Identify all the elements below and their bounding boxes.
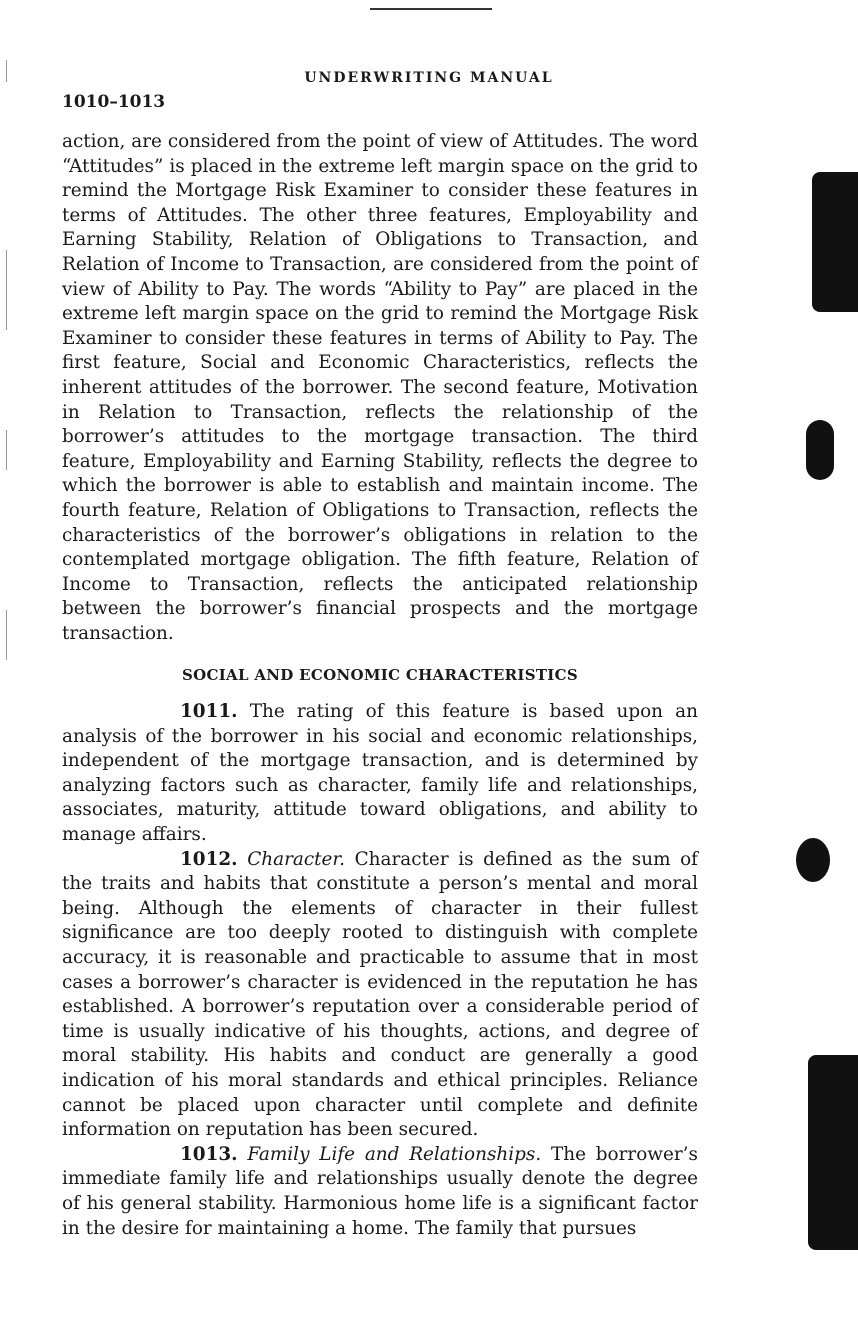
- paragraph-number: 1011.: [180, 701, 238, 723]
- paragraph-text: Character is defined as the sum of the traits and habits that constitute a person’s mental and moral being. Although the elements of character in their fullest significance are too deeply rooted to distinguish with complete accuracy, it is reasonable and practicable to assume that in most cases a borrower’s character is evidenced in the reputation he has established. A borrower’s reputation over a considerable period of time is usually indicative of his thoughts, actions, and degree of moral stability. His habits and conduct are generally a good indication of his moral standards and ethical principles. Reliance cannot be placed upon character until complete and definite information on reputation has been secured.: [62, 848, 698, 1141]
- margin-line: [6, 610, 7, 660]
- paragraph-title: Character.: [247, 848, 346, 870]
- paragraph-text: The borrower’s immediate family life and relationships usually denote the degree of his general stability. Harmonious home life is a significant factor in the desire for maintaining a home. The family that pursues: [62, 1143, 698, 1239]
- paragraph-text: The rating of this feature is based upon an analysis of the borrower in his social and economic relationships, independent of the mortgage transaction, and is determined by analyzing factors such as character, family life and relationships, associates, maturity, attitude toward obligations, and ability to manage affairs.: [62, 701, 698, 846]
- paragraph-1011: [62, 700, 698, 848]
- margin-line: [6, 430, 7, 470]
- section-range: 1010–1013: [62, 92, 166, 112]
- paragraph-number: 1012.: [180, 848, 238, 870]
- scan-tab-top: [812, 172, 858, 312]
- paragraph-1010-continuation: action, are considered from the point of view of Attitudes. The word “Attitudes” is placed in the extreme left margin space on the grid to remind the Mortgage Risk Examiner to consider these features in terms of Attitudes. The other three features, Employability and Earning Stability, Relation of Obligations to Transaction, and Relation of Income to Transaction, are considered from the point of view of Ability to Pay. The words “Ability to Pay” are placed in the extreme left margin space on the grid to remind the Mortgage Risk Examiner to consider these features in terms of Ability to Pay. The first feature, Social and Economic Characteristics, reflects the inherent attitudes of the borrower. The second feature, Motivation in Relation to Transaction, reflects the relationship of the borrower’s attitudes to the mortgage transaction. The third feature, Employability and Earning Stability, reflects the degree to which the borrower is able to establish and maintain income. The fourth feature, Relation of Obligations to Transaction, reflects the characteristics of the borrower’s obligations in relation to the contemplated mortgage obligation. The fifth feature, Relation of Income to Transaction, reflects the anticipated relationship between the borrower’s financial prospects and the mortgage transaction.: [62, 131, 698, 644]
- running-head: UNDERWRITING MANUAL: [304, 70, 554, 86]
- margin-line: [6, 60, 7, 82]
- binder-hole-upper: [806, 420, 834, 480]
- paragraph-title: Family Life and Relationships.: [247, 1143, 542, 1165]
- scan-tab-bottom: [808, 1055, 858, 1250]
- margin-line: [6, 250, 7, 330]
- paragraph-number: 1013.: [180, 1143, 238, 1165]
- binder-hole-lower: [796, 838, 830, 882]
- page-body: [62, 130, 698, 1241]
- top-rule: [370, 8, 492, 10]
- paragraph-1013: [62, 1143, 698, 1241]
- section-heading: SOCIAL AND ECONOMIC CHARACTERISTICS: [182, 666, 578, 685]
- paragraph-1012: [62, 848, 698, 1143]
